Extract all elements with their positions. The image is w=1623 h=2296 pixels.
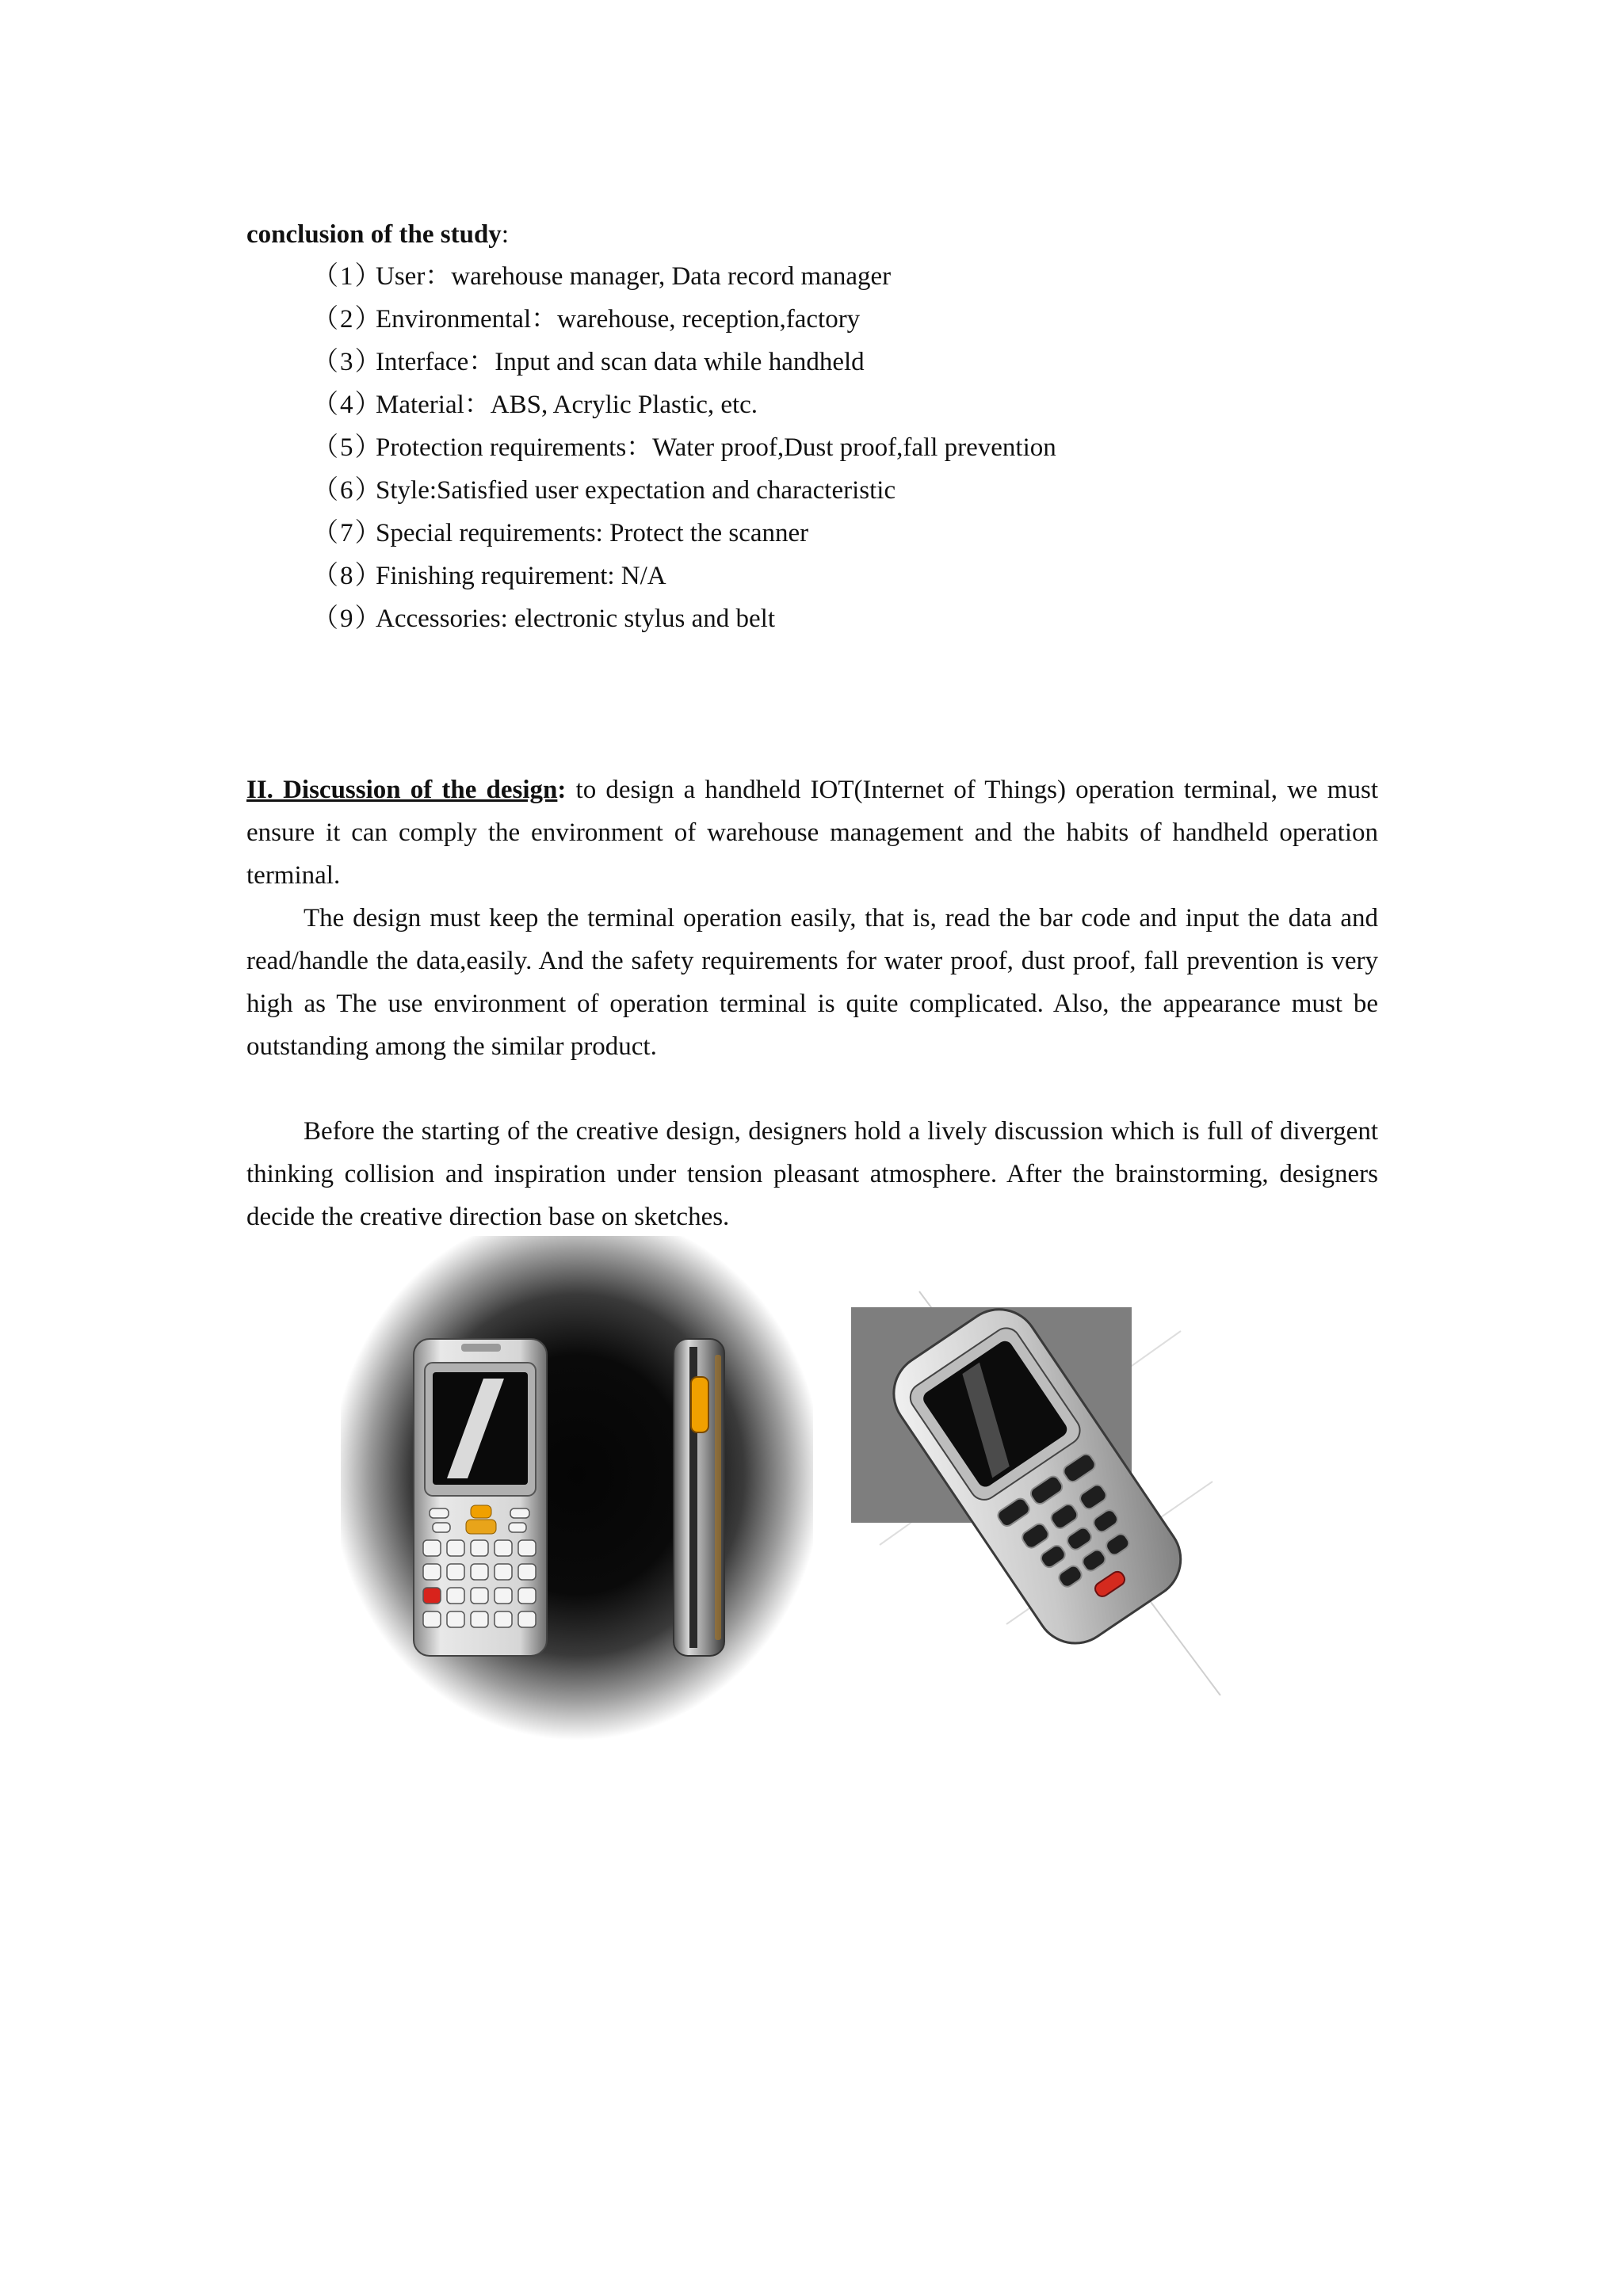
list-number: （1） [312, 262, 383, 291]
list-number: （9） [312, 605, 383, 633]
list-text: Accessories: electronic stylus and belt [376, 605, 776, 633]
study-title: conclusion of the study [246, 220, 502, 249]
list-item [312, 343, 1056, 386]
study-conclusion-list [312, 257, 1056, 643]
list-item [312, 257, 1056, 300]
list-text: User：warehouse manager, Data record manager [376, 262, 892, 291]
terminal-front-side-illustration [341, 1236, 813, 1767]
study-conclusion-heading [246, 215, 509, 254]
discussion-paragraph-1 [246, 769, 1378, 897]
list-number: （2） [312, 305, 383, 334]
list-text: Special requirements: Protect the scanner [376, 519, 809, 547]
list-item [312, 429, 1056, 471]
list-text: Interface：Input and scan data while handheld [376, 348, 865, 376]
list-text: Environmental：warehouse, reception,factory [376, 305, 861, 334]
list-text: Style:Satisfied user expectation and characteristic [376, 476, 896, 505]
list-item [312, 557, 1056, 600]
terminal-sketch-front-side-image [341, 1236, 813, 1767]
list-item [312, 600, 1056, 643]
discussion-intro: to design a handheld IOT(Internet of Things) operation terminal, we must ensure it can comply the environment of warehouse management and the habits of handheld operation terminal. [246, 776, 1378, 890]
list-number: （6） [312, 476, 383, 505]
list-item [312, 386, 1056, 429]
list-number: （5） [312, 433, 383, 462]
list-number: （4） [312, 391, 383, 419]
discussion-paragraph-3: Before the starting of the creative design, designers hold a lively discussion which is full of divergent thinking collision and inspiration under tension pleasant atmosphere. After the brainstorming, designers decide the creative direction base on sketches. [246, 1117, 1378, 1231]
section-title-colon: : [557, 776, 567, 804]
list-number: （7） [312, 519, 383, 547]
section-title: II. Discussion of the design [246, 776, 558, 804]
terminal-perspective-illustration [848, 1283, 1244, 1695]
list-number: （8） [312, 562, 383, 590]
list-item [312, 471, 1056, 514]
list-item [312, 300, 1056, 343]
list-text: Finishing requirement: N/A [376, 562, 666, 590]
list-number: （3） [312, 348, 383, 376]
list-text: Protection requirements：Water proof,Dust proof,fall prevention [376, 433, 1056, 462]
terminal-sketch-perspective-image [848, 1283, 1244, 1695]
discussion-paragraph-2: The design must keep the terminal operation easily, that is, read the bar code and input the data and read/handle the data,easily. And the safety requirements for water proof, dust proof, fall prevention is very high as The use environment of operation terminal is quite complicated. Also, the appearance must be outstanding among the similar product. [246, 904, 1378, 1061]
list-text: Material：ABS, Acrylic Plastic, etc. [376, 391, 758, 419]
list-item [312, 514, 1056, 557]
study-title-colon: : [501, 220, 509, 249]
